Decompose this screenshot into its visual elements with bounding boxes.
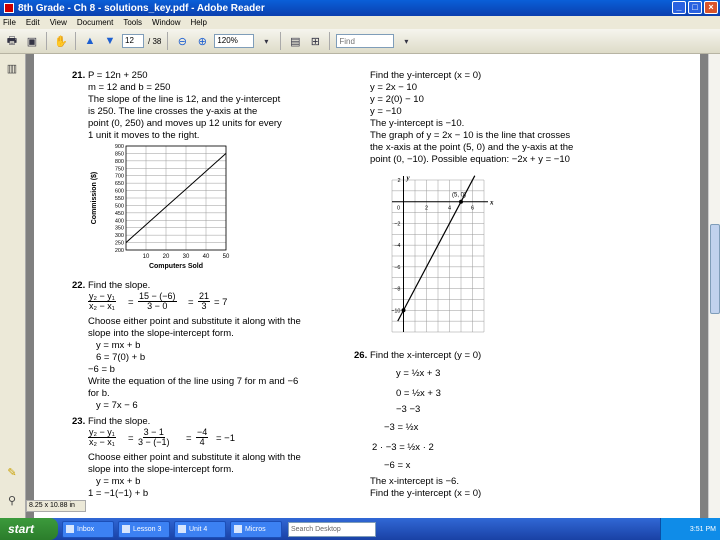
slope-formula-fraction: $\frac{\text{y₂ − y₁}}{\text{x₂ − x₁}}$	[89, 427, 115, 447]
y-tick-label: 850	[114, 151, 124, 158]
toolbar-divider	[329, 32, 330, 50]
problem-22-line: y = mx + b	[96, 340, 141, 351]
problem-26-equation: −3 = ½x	[384, 422, 419, 433]
problem-23-line: slope into the slope-intercept form.	[88, 464, 234, 475]
coordinate-graph	[384, 172, 494, 342]
problem-26-equation: −6 = x	[384, 460, 411, 471]
right-column-line: y = 2x − 10	[370, 82, 418, 93]
zoom-out-icon[interactable]: ⊖	[177, 35, 187, 48]
y-tick-label: 2	[397, 178, 401, 184]
problem-22-line: y = 7x − 6	[96, 400, 138, 411]
y-intercept-point	[402, 308, 406, 312]
problem-22-number: 22.	[72, 280, 86, 291]
x-tick-label: 2	[424, 205, 429, 212]
close-button[interactable]: ×	[704, 1, 718, 14]
right-column-line: point (0, −10). Possible equation: −2x + y = −10	[370, 154, 570, 165]
y-tick-label: 300	[114, 233, 124, 240]
substituted-fraction: $\frac{3 - 1}{3 - (-1)}$	[138, 427, 170, 447]
problem-22-line: −6 = b	[88, 364, 115, 375]
comments-panel-icon[interactable]: ✎	[7, 467, 17, 479]
problem-22-line: Find the slope.	[88, 280, 151, 291]
equals-sign: =	[128, 433, 134, 444]
y-tick-label: 650	[114, 181, 124, 188]
clock: 3:51 PM	[689, 525, 716, 533]
document-viewport[interactable]	[26, 54, 708, 518]
substituted-fraction: $\frac{15 - (-6)}{3 - 0}$	[139, 291, 176, 311]
zoom-dropdown-icon[interactable]: ▾	[264, 36, 269, 46]
x-intercept-point	[459, 200, 463, 204]
taskbar-item[interactable]: Unit 4	[174, 521, 226, 538]
y-tick-label: 750	[114, 166, 124, 173]
y-tick-label: 900	[114, 144, 124, 150]
x-tick-label: 40	[202, 254, 210, 260]
problem-23-line: Find the slope.	[88, 416, 151, 427]
print-icon[interactable]: 🖶	[6, 34, 18, 47]
problem-21-line: m = 12 and b = 250	[88, 82, 171, 93]
problem-23-line: 1 = −1(−1) + b	[88, 488, 149, 499]
y-axis-label: Commission ($)	[91, 171, 98, 225]
y-tick-label: −4	[394, 243, 401, 250]
menu-tools[interactable]: Tools	[123, 18, 143, 27]
y-tick-label: 350	[114, 225, 124, 232]
problem-26-equation: y = ½x + 3	[396, 368, 441, 379]
taskbar-item[interactable]: Micros	[230, 521, 282, 538]
previous-page-icon[interactable]: ▲	[84, 35, 96, 47]
find-dropdown-icon[interactable]: ▾	[404, 36, 409, 46]
page-total: / 38	[148, 36, 162, 46]
problem-26-equation: −3 −3	[396, 404, 421, 415]
y-tick-label: −2	[394, 221, 401, 228]
y-tick-label: 800	[114, 158, 124, 165]
right-column-line: the x-axis at the point (5, 0) and the y-axis at the	[370, 142, 574, 153]
y-tick-label: 500	[114, 203, 124, 210]
menu-file[interactable]: File	[3, 18, 16, 27]
y-tick-label: 550	[114, 196, 124, 202]
taskbar-item[interactable]: Lesson 3	[118, 521, 170, 538]
problem-26-equation: 0 = ½x + 3	[396, 388, 441, 399]
x-tick-label: 20	[162, 254, 170, 260]
equals-sign: =	[186, 433, 192, 444]
commission-chart	[88, 142, 238, 274]
vertical-scrollbar[interactable]	[708, 54, 720, 518]
taskbar-item[interactable]: Inbox	[62, 521, 114, 538]
hand-tool-icon[interactable]: ✋	[54, 35, 68, 48]
y-tick-label: 400	[114, 218, 124, 225]
menu-document[interactable]: Document	[76, 18, 114, 27]
page-number-input[interactable]: 12	[122, 34, 144, 48]
adobe-reader-icon	[4, 3, 14, 13]
menu-window[interactable]: Window	[152, 18, 181, 27]
problem-23-line: Choose either point and substitute it along with the	[88, 452, 301, 463]
equals-sign: =	[128, 297, 134, 308]
slope-formula-fraction: $\frac{\text{y₂ − y₁}}{\text{x₂ − x₁}}$	[89, 291, 115, 311]
problem-26-line: The x-intercept is −6.	[370, 476, 459, 487]
window-title: 8th Grade - Ch 8 - solutions_key.pdf - Adobe Reader	[18, 2, 265, 14]
problem-26-equation: 2 · −3 = ½x · 2	[372, 442, 434, 453]
zoom-in-icon[interactable]: ⊕	[197, 35, 207, 48]
maximize-button[interactable]: □	[688, 1, 702, 14]
window-controls	[672, 1, 718, 14]
page-size-status: 8.25 x 10.88 in	[26, 500, 86, 512]
navigation-panel	[0, 54, 26, 518]
menu-edit[interactable]: Edit	[25, 18, 40, 27]
problem-22-line: slope into the slope-intercept form.	[88, 328, 234, 339]
y-tick-label: 600	[114, 188, 124, 195]
slope-result: = −1	[216, 433, 236, 444]
attachments-panel-icon[interactable]: ⚲	[7, 495, 17, 507]
menu-bar	[0, 16, 720, 29]
next-page-icon[interactable]: ▼	[104, 35, 116, 47]
x-tick-label: 0	[396, 205, 401, 212]
y-tick-label: −6	[394, 264, 401, 271]
problem-26-line: Find the y-intercept (x = 0)	[370, 488, 482, 499]
minimize-button[interactable]: _	[672, 1, 686, 14]
slope-result: = 7	[214, 297, 228, 308]
fit-page-icon[interactable]: ▤	[290, 35, 301, 48]
start-button[interactable]: start	[0, 518, 58, 540]
scrollbar-thumb[interactable]	[710, 224, 720, 314]
toolbar-divider	[46, 32, 47, 50]
right-column-line: y = 2(0) − 10	[370, 94, 424, 105]
toolbar-divider	[75, 32, 76, 50]
problem-23-line: y = mx + b	[96, 476, 141, 487]
y-tick-label: 700	[114, 173, 124, 180]
problem-26-line: Find the x-intercept (y = 0)	[370, 350, 482, 361]
x-tick-label: 50	[222, 254, 230, 260]
system-tray	[660, 518, 720, 540]
save-icon[interactable]: ▣	[26, 35, 38, 48]
zoom-select[interactable]: 120%	[214, 34, 254, 48]
toolbar-divider	[167, 32, 168, 50]
menu-help[interactable]: Help	[190, 18, 207, 27]
right-column-line: The y-intercept is −10.	[370, 118, 465, 129]
x-tick-label: 4	[447, 205, 452, 212]
toolbar	[0, 29, 720, 54]
y-tick-label: 200	[114, 248, 124, 254]
toolbar-divider	[280, 32, 281, 50]
problem-22-line: 6 = 7(0) + b	[96, 352, 146, 363]
simplified-fraction: $\frac{-4}{4}$	[197, 427, 208, 447]
problem-21-equation: P = 12n + 250	[88, 70, 148, 81]
problem-22-line: Choose either point and substitute it along with the	[88, 316, 301, 327]
problem-22-line: Write the equation of the line using 7 for m and −6	[88, 376, 299, 387]
menu-view[interactable]: View	[49, 18, 67, 27]
x-tick-label: 10	[142, 254, 150, 260]
fit-width-icon[interactable]: ⊞	[310, 35, 320, 48]
equals-sign: =	[188, 297, 194, 308]
y-tick-label: 250	[114, 240, 124, 247]
y-axis-label: y	[406, 174, 410, 182]
taskbar	[0, 518, 720, 540]
problem-21-line: The slope of the line is 12, and the y-intercept	[88, 94, 281, 105]
pages-panel-icon[interactable]: ▥	[6, 63, 18, 75]
problem-21-line: 1 unit it moves to the right.	[88, 130, 200, 141]
problem-26-number: 26.	[354, 350, 368, 361]
x-tick-label: 30	[182, 254, 190, 260]
right-column-line: Find the y-intercept (x = 0)	[370, 70, 482, 81]
pdf-page	[34, 54, 700, 518]
simplified-fraction: $\frac{21}{3}$	[199, 291, 210, 311]
problem-21-line: point (0, 250) and moves up 12 units for every	[88, 118, 282, 129]
x-axis-label: x	[490, 198, 494, 207]
y-tick-label: −8	[394, 286, 401, 293]
problem-22-line: for b.	[88, 388, 110, 399]
point-label: (5, 0)	[451, 192, 467, 199]
right-column-line: y = −10	[370, 106, 402, 117]
find-input[interactable]	[336, 34, 394, 48]
y-tick-label: 450	[114, 210, 124, 217]
x-axis-label: Computers Sold	[148, 263, 204, 270]
right-column-line: The graph of y = 2x − 10 is the line that crosses	[370, 130, 571, 141]
desktop-search-input[interactable]: Search Desktop	[288, 522, 376, 537]
problem-21-number: 21.	[72, 70, 86, 81]
problem-23-number: 23.	[72, 416, 86, 427]
title-bar	[0, 0, 720, 16]
problem-21-line: is 250. The line crosses the y-axis at the	[88, 106, 258, 117]
x-tick-label: 6	[470, 205, 475, 212]
y-tick-label: −10	[391, 308, 401, 315]
